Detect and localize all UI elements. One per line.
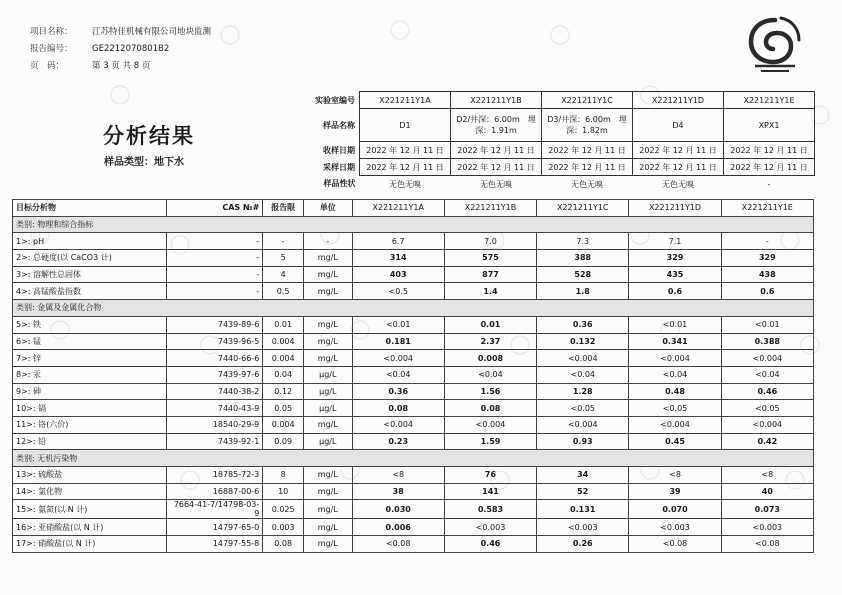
receive-date-cell: 2022 年 12 月 11 日 <box>724 142 815 159</box>
table-row <box>13 400 814 417</box>
unit: mg/L <box>304 483 353 500</box>
cas-number: 7439-96-5 <box>167 333 263 350</box>
report-limit: 0.05 <box>263 400 304 417</box>
result-value: 0.36 <box>537 316 629 333</box>
lab-id-cell: X221211Y1E <box>724 92 815 109</box>
unit: mg/L <box>304 333 353 350</box>
result-value: 0.93 <box>537 433 629 450</box>
analyte-name: 9>: 砷 <box>13 383 167 400</box>
unit: mg/L <box>304 467 353 484</box>
result-value: 34 <box>537 467 629 484</box>
collect-date-cell: 2022 年 12 月 11 日 <box>724 159 815 176</box>
analyte-name: 11>: 铬(六价) <box>13 416 167 433</box>
analyte-name: 2>: 总硬度(以 CaCO3 计) <box>13 250 167 267</box>
cas-number: - <box>167 233 263 250</box>
header-sample-col: X221211Y1E <box>721 200 813 217</box>
result-value: 7.3 <box>537 233 629 250</box>
cas-number: 7439-89-6 <box>167 316 263 333</box>
result-value: <0.004 <box>444 416 536 433</box>
result-value: <8 <box>721 467 813 484</box>
result-value: 0.341 <box>629 333 721 350</box>
lab-id-cell: X221211Y1D <box>633 92 724 109</box>
result-value: <0.05 <box>721 400 813 417</box>
result-value: <0.004 <box>629 416 721 433</box>
table-row <box>13 500 814 519</box>
report-limit: 0.004 <box>263 333 304 350</box>
result-value: <0.003 <box>629 519 721 536</box>
result-value: 0.48 <box>629 383 721 400</box>
unit: mg/L <box>304 519 353 536</box>
result-value: 0.08 <box>444 400 536 417</box>
result-value: <0.04 <box>352 366 444 383</box>
unit: μg/L <box>304 433 353 450</box>
unit: mg/L <box>304 283 353 300</box>
result-value: 575 <box>444 250 536 267</box>
result-value: 0.181 <box>352 333 444 350</box>
analyte-name: 3>: 溶解性总固体 <box>13 266 167 283</box>
result-value: <0.08 <box>629 536 721 553</box>
result-value: <0.004 <box>537 350 629 367</box>
report-limit: 0.5 <box>263 283 304 300</box>
result-value: 0.583 <box>444 500 536 519</box>
header-sample-col: X221211Y1C <box>537 200 629 217</box>
collect-date-cell: 2022 年 12 月 11 日 <box>633 159 724 176</box>
cas-number: 7439-92-1 <box>167 433 263 450</box>
page-label: 页 码： <box>30 61 65 71</box>
result-value: 403 <box>352 266 444 283</box>
sample-name-cell: D4 <box>633 109 724 142</box>
report-limit: 0.09 <box>263 433 304 450</box>
result-value: 0.01 <box>444 316 536 333</box>
result-value: 0.132 <box>537 333 629 350</box>
result-value: 528 <box>537 266 629 283</box>
result-value: <0.5 <box>352 283 444 300</box>
result-value: 1.59 <box>444 433 536 450</box>
table-row <box>13 536 814 553</box>
table-row <box>13 416 814 433</box>
sample-name-row <box>303 109 815 142</box>
result-value: <0.04 <box>537 366 629 383</box>
result-value: 0.45 <box>629 433 721 450</box>
table-row <box>13 350 814 367</box>
report-limit: 8 <box>263 467 304 484</box>
results-table <box>12 199 814 553</box>
report-limit: 0.004 <box>263 416 304 433</box>
result-value: <0.01 <box>721 316 813 333</box>
result-value: 0.008 <box>444 350 536 367</box>
unit: mg/L <box>304 350 353 367</box>
sample-name-label: 样品名称 <box>323 120 355 130</box>
collect-date-cell: 2022 年 12 月 11 日 <box>542 159 633 176</box>
result-value: 388 <box>537 250 629 267</box>
result-value: 1.56 <box>444 383 536 400</box>
analyte-name: 8>: 汞 <box>13 366 167 383</box>
sample-meta-table <box>303 91 815 192</box>
company-logo-icon <box>745 14 805 76</box>
sample-name-cell: XPX1 <box>724 109 815 142</box>
receive-date-cell: 2022 年 12 月 11 日 <box>451 142 542 159</box>
table-row <box>13 266 814 283</box>
result-value: 38 <box>352 483 444 500</box>
unit: mg/L <box>304 316 353 333</box>
cas-number: 7440-66-6 <box>167 350 263 367</box>
unit: mg/L <box>304 250 353 267</box>
receive-date-cell: 2022 年 12 月 11 日 <box>633 142 724 159</box>
sample-name-cell: D1 <box>360 109 451 142</box>
header-unit: 单位 <box>304 200 353 217</box>
report-limit: 10 <box>263 483 304 500</box>
result-value: <0.01 <box>629 316 721 333</box>
lab-id-row <box>303 92 815 109</box>
property-cell: 无色无嗅 <box>480 179 512 189</box>
result-value: <0.04 <box>629 366 721 383</box>
unit: mg/L <box>304 416 353 433</box>
unit: μg/L <box>304 366 353 383</box>
result-value: <0.08 <box>721 536 813 553</box>
category-row <box>13 450 814 467</box>
table-header-row <box>13 200 814 217</box>
analyte-name: 16>: 亚硝酸盐(以 N 计) <box>13 519 167 536</box>
receive-date-cell: 2022 年 12 月 11 日 <box>542 142 633 159</box>
header-sample-col: X221211Y1D <box>629 200 721 217</box>
receive-date-label: 收样日期 <box>323 145 355 155</box>
result-value: 329 <box>629 250 721 267</box>
property-cell: 无色无嗅 <box>662 179 694 189</box>
report-limit: 4 <box>263 266 304 283</box>
result-value: 76 <box>444 467 536 484</box>
result-value: 0.23 <box>352 433 444 450</box>
result-value: <8 <box>629 467 721 484</box>
cas-number: - <box>167 266 263 283</box>
result-value: 141 <box>444 483 536 500</box>
analyte-name: 1>: pH <box>13 233 167 250</box>
result-value: 0.388 <box>721 333 813 350</box>
category-title: 类别: 无机污染物 <box>13 450 814 467</box>
cas-number: 7440-43-9 <box>167 400 263 417</box>
table-row <box>13 483 814 500</box>
cas-number: 18785-72-3 <box>167 467 263 484</box>
category-row <box>13 300 814 317</box>
result-value: - <box>721 233 813 250</box>
result-value: 0.46 <box>721 383 813 400</box>
cas-number: 16887-00-6 <box>167 483 263 500</box>
cas-number: 7439-97-6 <box>167 366 263 383</box>
result-value: 0.030 <box>352 500 444 519</box>
result-value: <0.04 <box>721 366 813 383</box>
project-label: 项目名称： <box>30 27 73 37</box>
result-value: 1.8 <box>537 283 629 300</box>
page-value: 第 3 页 共 8 页 <box>92 61 151 71</box>
unit: - <box>304 233 353 250</box>
result-value: 1.4 <box>444 283 536 300</box>
result-value: <0.004 <box>352 350 444 367</box>
project-value: 江苏特佳机械有限公司地块监测 <box>92 27 212 37</box>
property-cell: 无色无嗅 <box>571 179 603 189</box>
collect-date-row <box>303 159 815 176</box>
page-title: 分析结果 <box>103 123 195 148</box>
header-limit: 报告限 <box>263 200 304 217</box>
result-value: <0.004 <box>537 416 629 433</box>
sample-name-cell: D2/井深：6.00m 埋深：1.91m <box>451 109 542 142</box>
analyte-name: 4>: 高锰酸盐指数 <box>13 283 167 300</box>
cas-number: 14797-65-0 <box>167 519 263 536</box>
report-limit: 0.004 <box>263 350 304 367</box>
result-value: <0.004 <box>352 416 444 433</box>
result-value: 435 <box>629 266 721 283</box>
analyte-name: 12>: 铅 <box>13 433 167 450</box>
lab-id-cell: X221211Y1C <box>542 92 633 109</box>
table-row <box>13 233 814 250</box>
cas-number: 18540-29-9 <box>167 416 263 433</box>
analyte-name: 5>: 铁 <box>13 316 167 333</box>
analyte-name: 15>: 氨氮(以 N 计) <box>13 500 167 519</box>
result-value: <0.004 <box>721 416 813 433</box>
result-value: 0.070 <box>629 500 721 519</box>
result-value: <0.01 <box>352 316 444 333</box>
cas-number: 7664-41-7/14798-03-9 <box>167 500 263 519</box>
result-value: <0.003 <box>721 519 813 536</box>
result-value: 0.36 <box>352 383 444 400</box>
header-cas: CAS №# <box>167 200 263 217</box>
cas-number: - <box>167 283 263 300</box>
result-value: <8 <box>352 467 444 484</box>
result-value: 0.42 <box>721 433 813 450</box>
collect-date-cell: 2022 年 12 月 11 日 <box>451 159 542 176</box>
report-number-value: GE2212070801B2 <box>92 44 170 54</box>
result-value: <0.003 <box>537 519 629 536</box>
result-value: 2.37 <box>444 333 536 350</box>
report-limit: - <box>263 233 304 250</box>
result-value: 0.08 <box>352 400 444 417</box>
unit: μg/L <box>304 383 353 400</box>
report-limit: 0.025 <box>263 500 304 519</box>
report-limit: 0.08 <box>263 536 304 553</box>
lab-id-cell: X221211Y1A <box>360 92 451 109</box>
result-value: 877 <box>444 266 536 283</box>
table-row <box>13 383 814 400</box>
cas-number: - <box>167 250 263 267</box>
header-analyte: 目标分析物 <box>13 200 167 217</box>
cas-number: 14797-55-8 <box>167 536 263 553</box>
collect-date-label: 采样日期 <box>323 162 355 172</box>
category-title: 类别: 金属及金属化合物 <box>13 300 814 317</box>
receive-date-cell: 2022 年 12 月 11 日 <box>360 142 451 159</box>
report-limit: 0.01 <box>263 316 304 333</box>
result-value: 0.131 <box>537 500 629 519</box>
collect-date-cell: 2022 年 12 月 11 日 <box>360 159 451 176</box>
analyte-name: 6>: 锰 <box>13 333 167 350</box>
report-limit: 5 <box>263 250 304 267</box>
unit: mg/L <box>304 266 353 283</box>
result-value: <0.003 <box>444 519 536 536</box>
result-value: 0.006 <box>352 519 444 536</box>
sample-name-cell: D3/井深：6.00m 埋深：1.82m <box>542 109 633 142</box>
result-value: 0.6 <box>721 283 813 300</box>
header-sample-col: X221211Y1A <box>352 200 444 217</box>
result-value: 7.0 <box>444 233 536 250</box>
table-row <box>13 250 814 267</box>
result-value: 314 <box>352 250 444 267</box>
sample-type-value: 地下水 <box>154 157 184 168</box>
header-sample-col: X221211Y1B <box>444 200 536 217</box>
result-value: <0.08 <box>352 536 444 553</box>
unit: μg/L <box>304 400 353 417</box>
results-body <box>13 200 814 553</box>
result-value: 1.28 <box>537 383 629 400</box>
property-cell: 无色无嗅 <box>389 179 421 189</box>
property-label: 样品性状 <box>323 179 356 189</box>
table-row <box>13 283 814 300</box>
report-info <box>30 24 211 75</box>
table-row <box>13 433 814 450</box>
table-row <box>13 366 814 383</box>
report-limit: 0.003 <box>263 519 304 536</box>
analyte-name: 10>: 镉 <box>13 400 167 417</box>
lab-id-cell: X221211Y1B <box>451 92 542 109</box>
table-row <box>13 316 814 333</box>
result-value: 7.1 <box>629 233 721 250</box>
category-row <box>13 216 814 233</box>
table-row <box>13 467 814 484</box>
result-value: 0.26 <box>537 536 629 553</box>
result-value: <0.004 <box>721 350 813 367</box>
analyte-name: 17>: 硝酸盐(以 N 计) <box>13 536 167 553</box>
result-value: 6.7 <box>352 233 444 250</box>
result-value: <0.04 <box>444 366 536 383</box>
result-value: 39 <box>629 483 721 500</box>
analyte-name: 13>: 硫酸盐 <box>13 467 167 484</box>
result-value: <0.004 <box>629 350 721 367</box>
result-value: 40 <box>721 483 813 500</box>
analyte-name: 7>: 锌 <box>13 350 167 367</box>
table-row <box>13 333 814 350</box>
unit: mg/L <box>304 536 353 553</box>
cas-number: 7440-38-2 <box>167 383 263 400</box>
property-row <box>303 176 815 193</box>
sample-type-label: 样品类型： <box>104 157 154 168</box>
result-value: 438 <box>721 266 813 283</box>
result-value: 52 <box>537 483 629 500</box>
analyte-name: 14>: 氯化物 <box>13 483 167 500</box>
unit: mg/L <box>304 500 353 519</box>
report-limit: 0.12 <box>263 383 304 400</box>
table-row <box>13 519 814 536</box>
sample-type <box>104 153 184 168</box>
result-value: <0.05 <box>629 400 721 417</box>
lab-id-label: 实验室编号 <box>315 95 355 105</box>
result-value: 0.6 <box>629 283 721 300</box>
result-value: 329 <box>721 250 813 267</box>
property-cell: - <box>767 179 771 189</box>
category-title: 类别: 物理和综合指标 <box>13 216 814 233</box>
report-limit: 0.04 <box>263 366 304 383</box>
receive-date-row <box>303 142 815 159</box>
result-value: 0.073 <box>721 500 813 519</box>
result-value: <0.05 <box>537 400 629 417</box>
result-value: 0.46 <box>444 536 536 553</box>
report-number-label: 报告编号： <box>30 44 73 54</box>
